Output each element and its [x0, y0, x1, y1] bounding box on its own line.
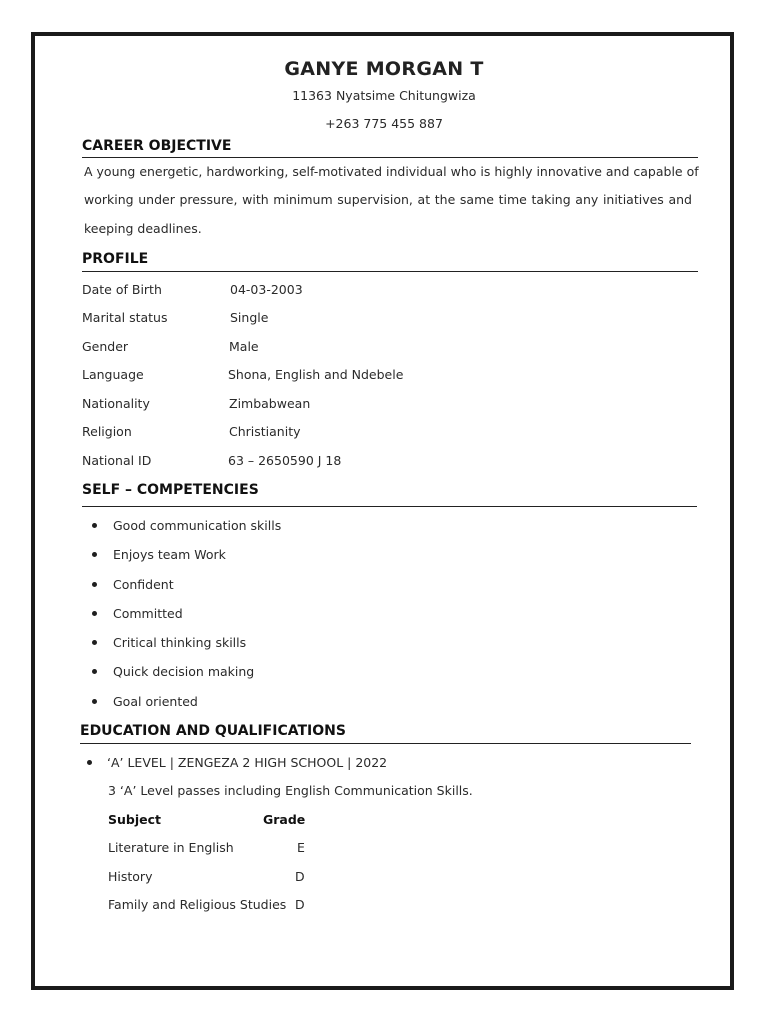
- profile-value: 04-03-2003: [230, 282, 303, 297]
- grade-header: Grade: [263, 812, 306, 827]
- education-summary: 3 ‘A’ Level passes including English Communication Skills.: [108, 783, 473, 798]
- profile-heading: PROFILE: [82, 251, 149, 267]
- competency-item: Confident: [113, 577, 174, 592]
- profile-value: 63 – 2650590 J 18: [228, 453, 342, 468]
- bullet-icon: [92, 699, 97, 704]
- bullet-icon: [92, 640, 97, 645]
- profile-value: Single: [230, 310, 269, 325]
- result-subject: History: [108, 869, 153, 884]
- career-objective-line-3: keeping deadlines.: [84, 221, 202, 236]
- result-grade: D: [295, 869, 305, 884]
- education-entry: ‘A’ LEVEL | ZENGEZA 2 HIGH SCHOOL | 2022: [107, 755, 388, 770]
- profile-label: Language: [82, 367, 144, 382]
- competencies-heading: SELF – COMPETENCIES: [82, 482, 259, 498]
- subject-header: Subject: [108, 812, 161, 827]
- competency-item: Good communication skills: [113, 518, 282, 533]
- profile-label: Gender: [82, 339, 129, 354]
- result-grade: E: [297, 840, 305, 855]
- result-subject: Literature in English: [108, 840, 234, 855]
- profile-value: Christianity: [229, 424, 301, 439]
- competency-item: Committed: [113, 606, 183, 621]
- profile-label: Date of Birth: [82, 282, 162, 297]
- education-heading: EDUCATION AND QUALIFICATIONS: [80, 723, 346, 739]
- profile-label: National ID: [82, 453, 152, 468]
- profile-label: Marital status: [82, 310, 168, 325]
- result-grade: D: [295, 897, 305, 912]
- competency-item: Goal oriented: [113, 694, 198, 709]
- profile-value: Zimbabwean: [229, 396, 311, 411]
- profile-label: Religion: [82, 424, 132, 439]
- competency-item: Quick decision making: [113, 664, 255, 679]
- competency-item: Enjoys team Work: [113, 547, 226, 562]
- phone: +263 775 455 887: [325, 116, 443, 131]
- career-objective-rule: [82, 157, 698, 158]
- profile-label: Nationality: [82, 396, 150, 411]
- bullet-icon: [92, 523, 97, 528]
- bullet-icon: [87, 760, 92, 765]
- bullet-icon: [92, 669, 97, 674]
- resume-name: GANYE MORGAN T: [284, 58, 484, 80]
- result-subject: Family and Religious Studies: [108, 897, 287, 912]
- bullet-icon: [92, 582, 97, 587]
- bullet-icon: [92, 611, 97, 616]
- competencies-rule: [82, 506, 697, 507]
- career-objective-line-1: A young energetic, hardworking, self-motivated individual who is highly innovative and capable of: [84, 164, 699, 179]
- career-objective-heading: CAREER OBJECTIVE: [82, 138, 232, 154]
- career-objective-line-2: working under pressure, with minimum supervision, at the same time taking any initiatives and: [84, 192, 692, 207]
- profile-value: Shona, English and Ndebele: [228, 367, 404, 382]
- education-rule: [80, 743, 691, 744]
- profile-rule: [82, 271, 698, 272]
- address: 11363 Nyatsime Chitungwiza: [292, 88, 476, 103]
- bullet-icon: [92, 552, 97, 557]
- competency-item: Critical thinking skills: [113, 635, 247, 650]
- profile-value: Male: [229, 339, 259, 354]
